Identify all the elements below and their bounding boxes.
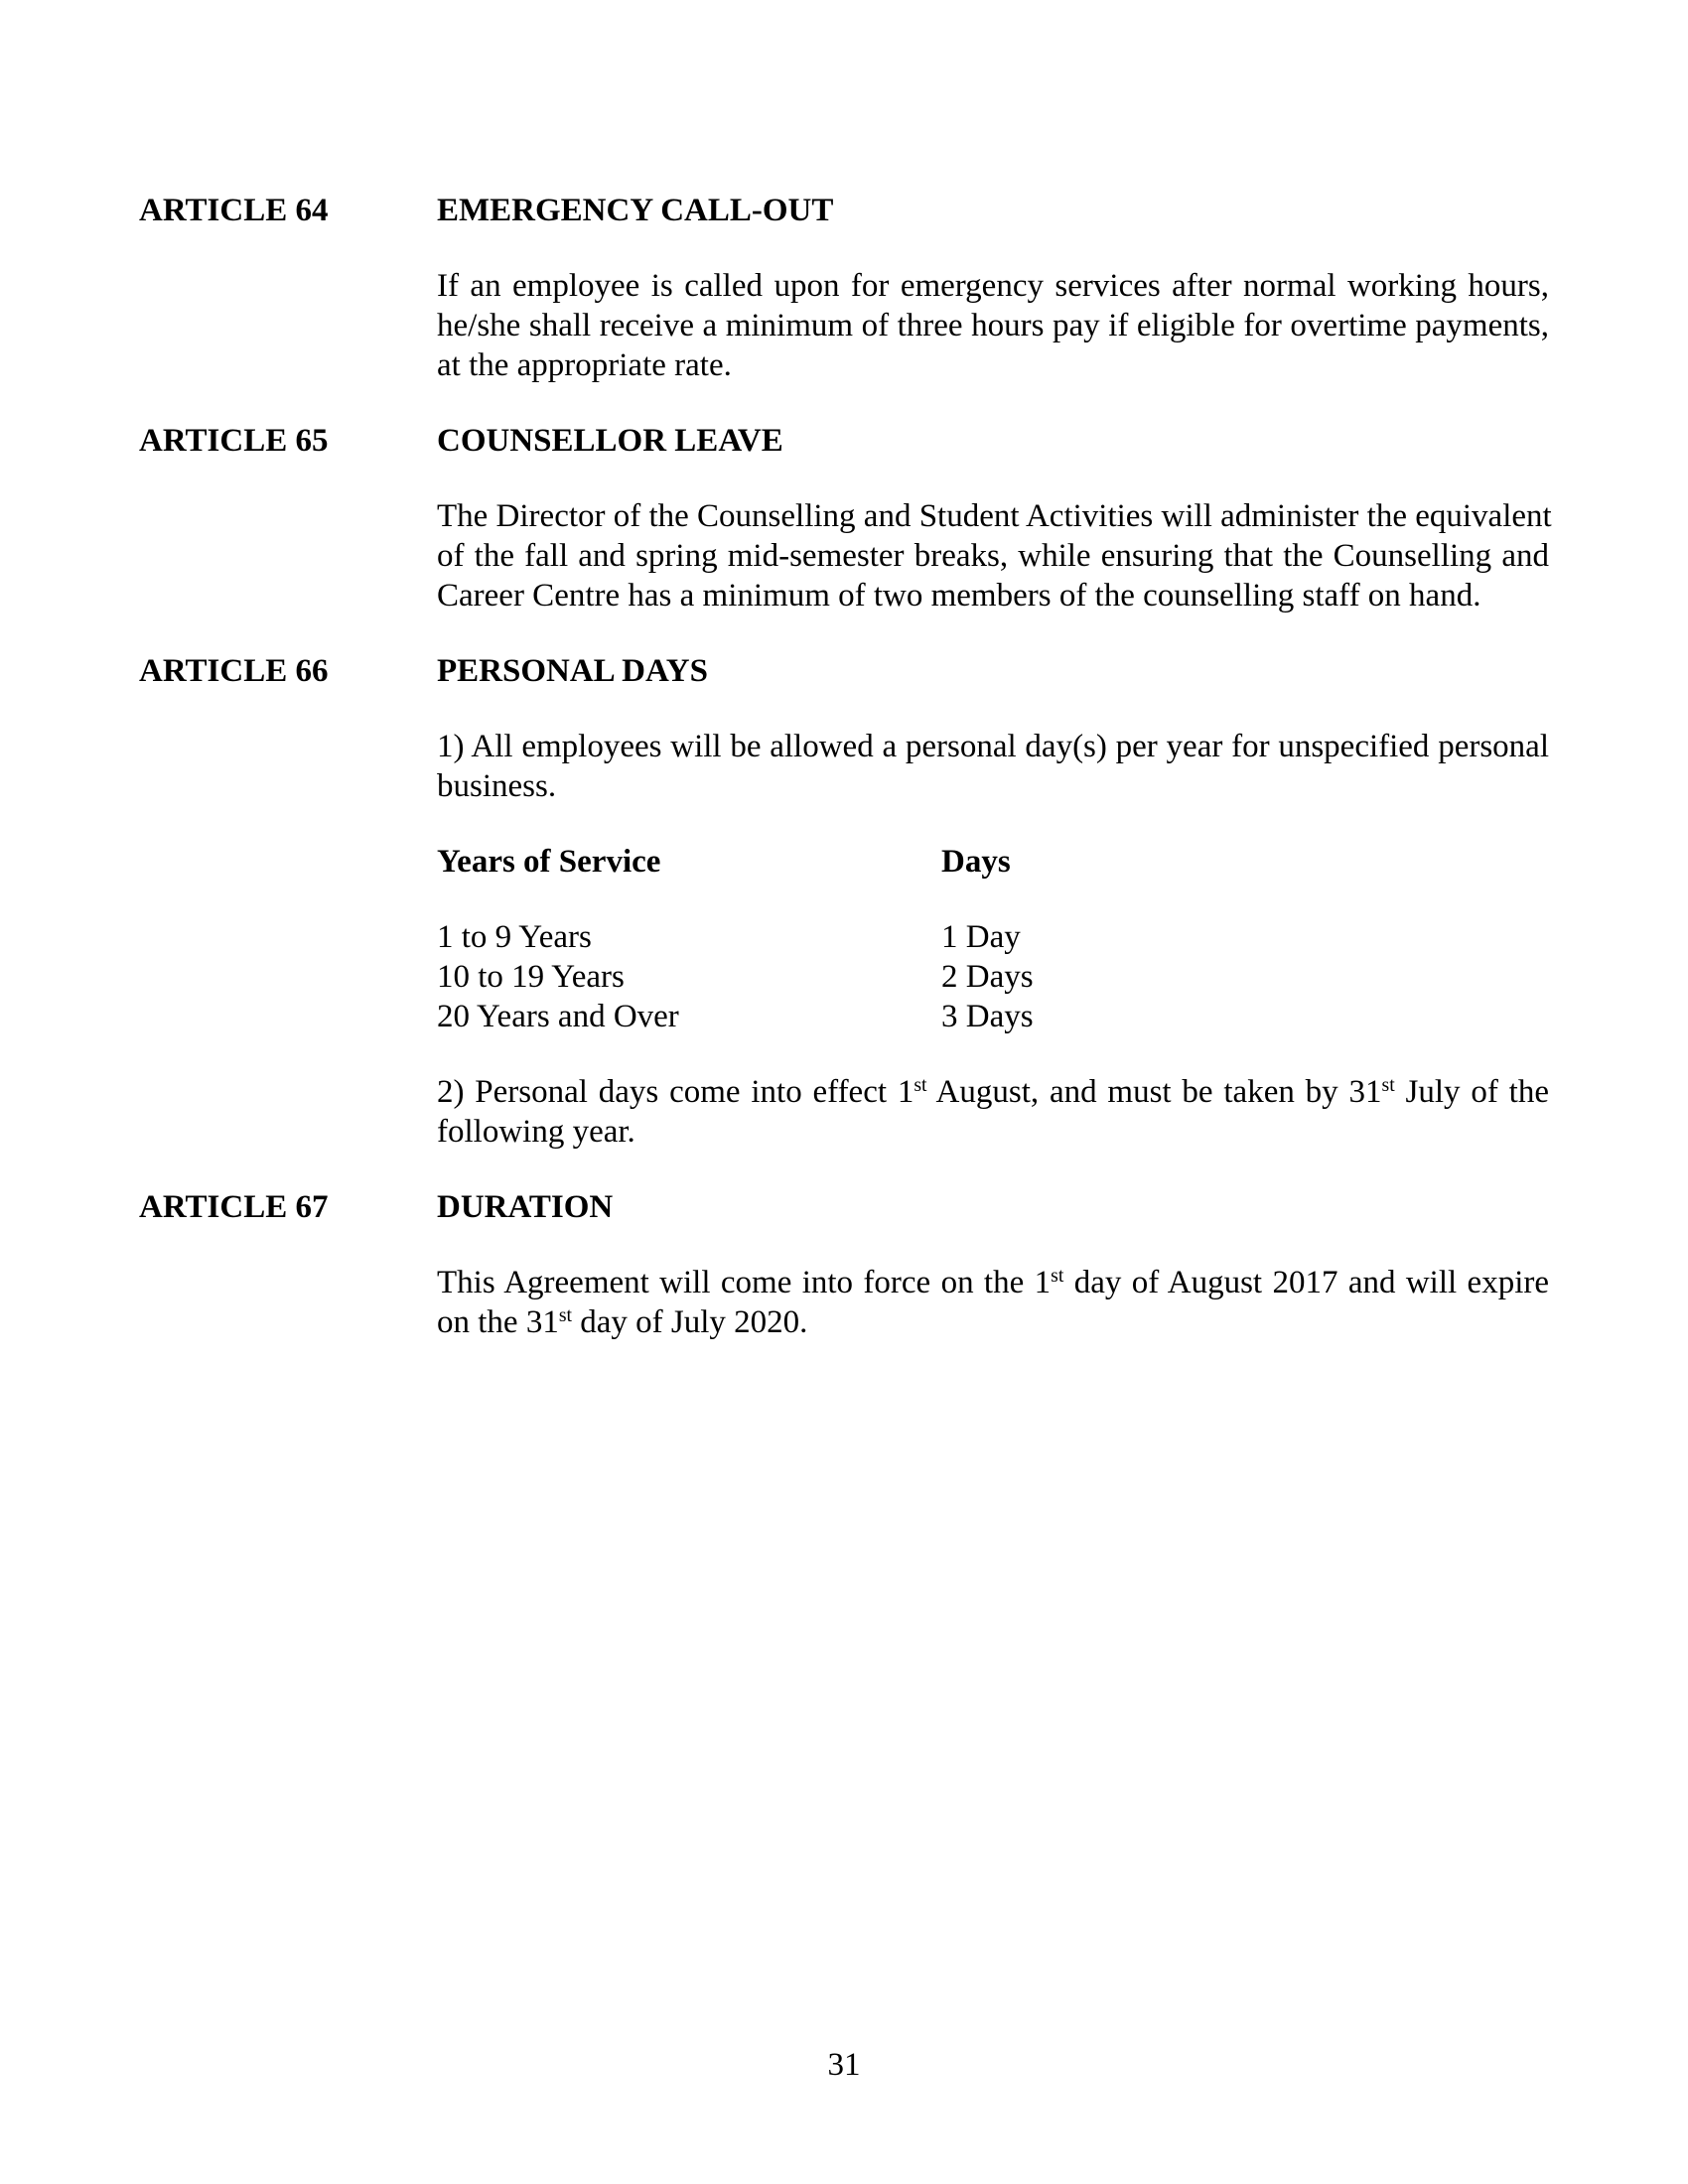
article-67-header — [139, 1187, 1549, 1227]
table-row — [437, 957, 1549, 997]
text-run: following year. — [437, 1114, 635, 1150]
article-66-paragraph-2 — [437, 1072, 1549, 1152]
document-content — [139, 191, 1552, 1378]
table-row — [437, 997, 1549, 1036]
superscript-text: st — [914, 1074, 927, 1097]
text-line: If an employee is called upon for emergency services after normal working hours, — [437, 268, 1549, 304]
text-line: Career Centre has a minimum of two members of the counselling staff on hand. — [437, 578, 1481, 614]
text-line: he/she shall receive a minimum of three hours pay if eligible for overtime payments, — [437, 308, 1549, 343]
text-line: The Director of the Counselling and Student Activities will administer the equivalent — [437, 498, 1552, 534]
text-run: on the 31 — [437, 1304, 559, 1340]
article-65-paragraph — [437, 496, 1552, 615]
superscript-text: st — [1381, 1074, 1395, 1097]
article-64-title: EMERGENCY CALL-OUT — [437, 193, 834, 228]
article-64-paragraph — [437, 266, 1549, 385]
superscript-text: st — [1051, 1265, 1064, 1288]
article-66-label: ARTICLE 66 — [139, 653, 329, 689]
text-line: at the appropriate rate. — [437, 347, 732, 383]
table-header-years: Years of Service — [437, 844, 661, 880]
article-66-title: PERSONAL DAYS — [437, 653, 708, 689]
personal-days-table — [437, 842, 1549, 1036]
superscript-text: st — [558, 1304, 573, 1327]
text-line — [437, 1112, 1549, 1152]
table-cell-days: 1 Day — [941, 919, 1021, 955]
table-cell-days: 3 Days — [941, 999, 1034, 1034]
text-line — [437, 1263, 1549, 1302]
article-65-title: COUNSELLOR LEAVE — [437, 423, 783, 459]
text-run: This Agreement will come into force on the 1 — [437, 1265, 1052, 1300]
article-67-paragraph — [437, 1263, 1549, 1342]
article-67-title: DURATION — [437, 1189, 614, 1225]
article-66-header — [139, 651, 1549, 691]
article-66-paragraph-1 — [437, 727, 1549, 806]
table-cell-days: 2 Days — [941, 959, 1034, 995]
table-row — [437, 917, 1549, 957]
table-header-row — [437, 842, 1549, 882]
text-line: business. — [437, 768, 557, 804]
article-64-label: ARTICLE 64 — [139, 193, 329, 228]
text-run: 2) Personal days come into effect 1 — [437, 1074, 914, 1110]
text-run: July of the — [1394, 1074, 1549, 1110]
table-header-days: Days — [941, 844, 1011, 880]
page-number: 31 — [827, 2047, 861, 2083]
article-65-label: ARTICLE 65 — [139, 423, 329, 459]
text-line — [437, 1302, 1549, 1342]
article-65-header — [139, 421, 1549, 461]
table-cell-years: 1 to 9 Years — [437, 919, 592, 955]
text-line: of the fall and spring mid-semester breaks, while ensuring that the Counselling and — [437, 538, 1549, 574]
text-run: day of July 2020. — [572, 1304, 808, 1340]
text-line: 1) All employees will be allowed a personal day(s) per year for unspecified personal — [437, 729, 1549, 764]
text-run: August, and must be taken by 31 — [926, 1074, 1382, 1110]
article-67-label: ARTICLE 67 — [139, 1189, 329, 1225]
text-line — [437, 1072, 1549, 1112]
table-cell-years: 10 to 19 Years — [437, 959, 625, 995]
article-64-header — [139, 191, 1549, 230]
text-run: day of August 2017 and will expire — [1063, 1265, 1550, 1300]
table-cell-years: 20 Years and Over — [437, 999, 679, 1034]
